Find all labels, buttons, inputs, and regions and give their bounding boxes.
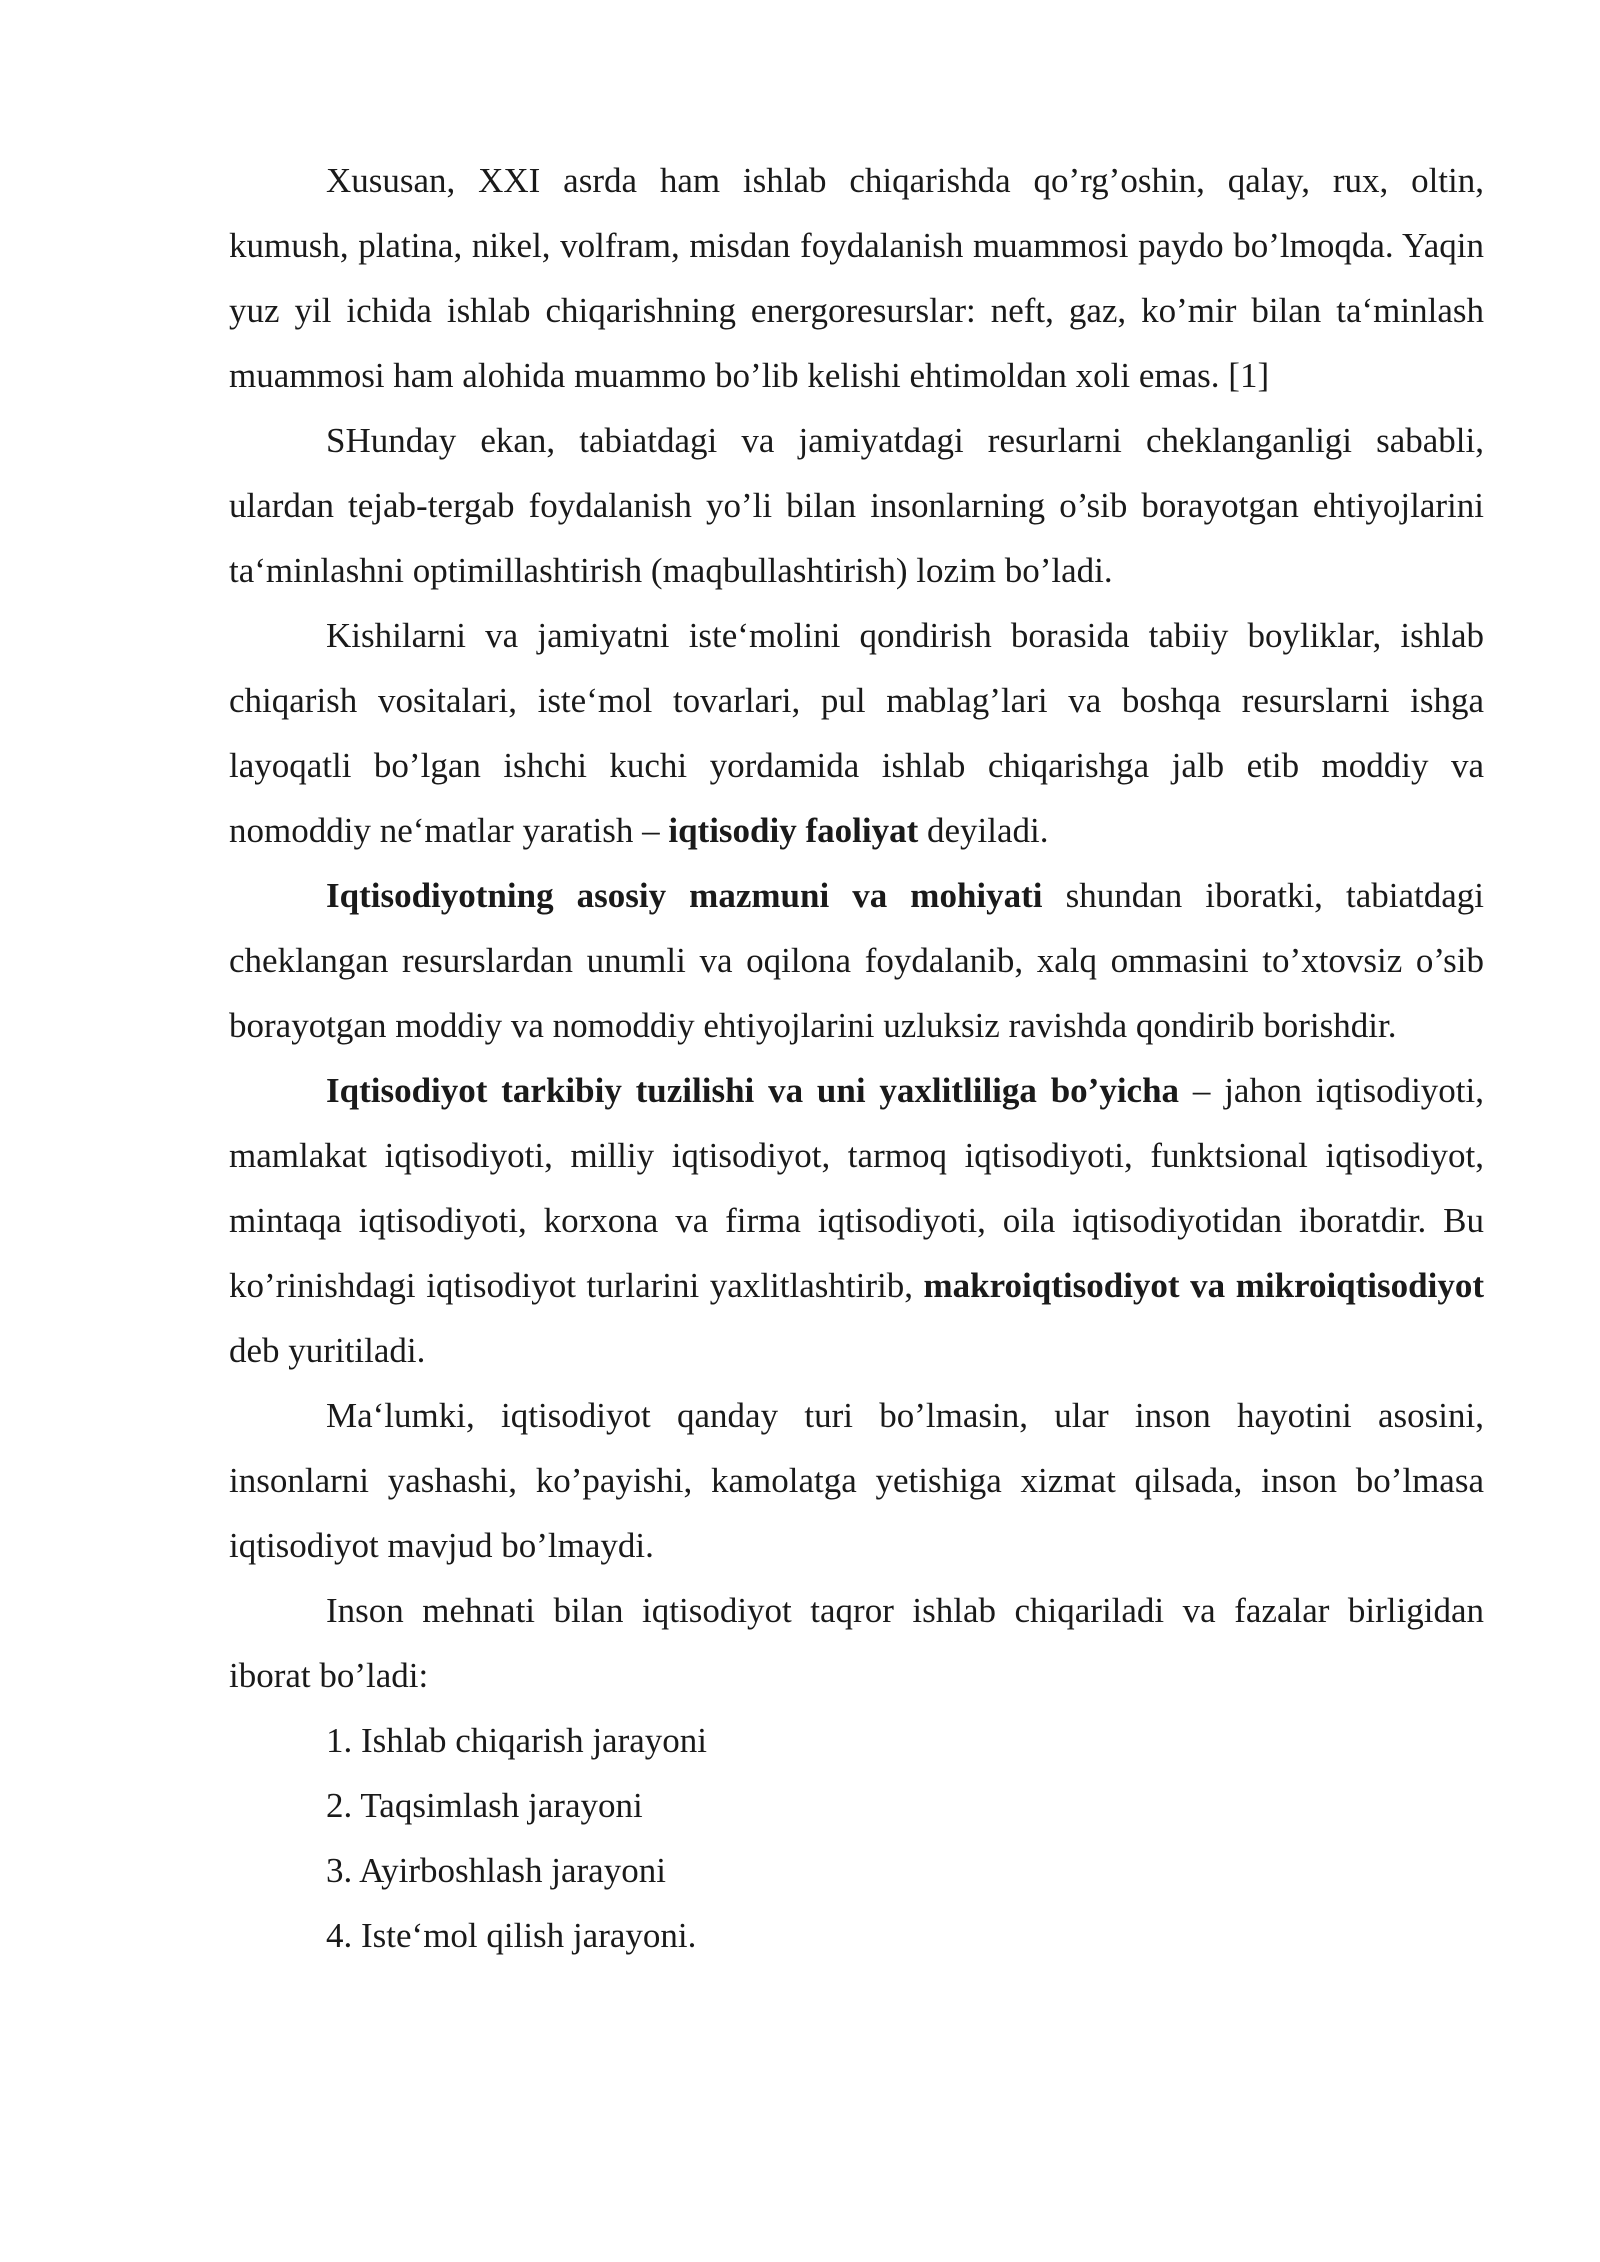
paragraph-6-text: Ma‘lumki, iqtisodiyot qanday turi bo’lmasin, ular inson hayotini asosini, insonlarni yashashi, ko’payishi, kamolatga yetishiga xizmat qilsada, inson bo’lmasa iqtisodiyot mavjud bo’lmaydi. [229,1396,1484,1565]
paragraph-7 [229,1578,1484,1708]
paragraph-7-text: Inson mehnati bilan iqtisodiyot taqror ishlab chiqariladi va fazalar birligidan iborat bo’ladi: [229,1591,1484,1695]
paragraph-5-text: – jahon iqtisodiyoti, mamlakat iqtisodiyoti, milliy iqtisodiyot, tarmoq iqtisodiyoti, funktsional iqtisodiyot, mintaqa iqtisodiyoti, korxona va firma iqtisodiyoti, oila iqtisodiyotidan iboratdir. Bu ko’rinishdagi iqtisodiyot turlarini yaxlitlashtirib, [229,1071,1484,1305]
term-makro-mikro: makroiqtisodiyot va mikroiqtisodiyot [923,1266,1484,1305]
paragraph-3-end: deyiladi. [918,811,1049,850]
paragraph-5 [229,1058,1484,1383]
list-item: 1. Ishlab chiqarish jarayoni [326,1721,708,1760]
document-page [229,148,1484,1968]
term-iqtisodiy-faoliyat: iqtisodiy faoliyat [668,811,919,850]
term-iqtisodiyot-tarkibiy: Iqtisodiyot tarkibiy tuzilishi va uni yaxlitliliga bo’yicha [326,1071,1180,1110]
paragraph-1 [229,148,1484,408]
paragraph-6 [229,1383,1484,1578]
list-item: 2. Taqsimlash jarayoni [326,1786,643,1825]
paragraph-2-text: SHunday ekan, tabiatdagi va jamiyatdagi resurlarni cheklanganligi sababli, ulardan tejab-tergab foydalanish yo’li bilan insonlarning o’sib borayotgan ehtiyojlarini ta‘minlashni optimillashtirish (maqbullashtirish) lozim bo’ladi. [229,421,1484,590]
paragraph-5-end: deb yuritiladi. [229,1331,426,1370]
term-iqtisodiyot-mazmuni: Iqtisodiyotning asosiy mazmuni va mohiyati [326,876,1043,915]
paragraph-4 [229,863,1484,1058]
list-item: 3. Ayirboshlash jarayoni [326,1851,666,1890]
paragraph-3 [229,603,1484,863]
list-item: 4. Iste‘mol qilish jarayoni. [326,1916,697,1955]
paragraph-3-text: Kishilarni va jamiyatni iste‘molini qondirish borasida tabiiy boyliklar, ishlab chiqarish vositalari, iste‘mol tovarlari, pul mablag’lari va boshqa resurslarni ishga layoqatli bo’lgan ishchi kuchi yordamida ishlab chiqarishga jalb etib moddiy va nomoddiy ne‘matlar yaratish – [229,616,1484,850]
paragraph-2 [229,408,1484,603]
paragraph-1-text: Xususan, XXI asrda ham ishlab chiqarishda qo’rg’oshin, qalay, rux, oltin, kumush, platina, nikel, volfram, misdan foydalanish muammosi paydo bo’lmoqda. Yaqin yuz yil ichida ishlab chiqarishning energoresurslar: neft, gaz, ko’mir bilan ta‘minlash muammosi ham alohida muammo bo’lib kelishi ehtimoldan xoli emas. [1] [229,161,1484,395]
paragraph-4-text: shundan iboratki, tabiatdagi cheklangan resurslardan unumli va oqilona foydalanib, xalq ommasini to’xtovsiz o’sib borayotgan moddiy va nomoddiy ehtiyojlarini uzluksiz ravishda qondirib borishdir. [229,876,1484,1045]
